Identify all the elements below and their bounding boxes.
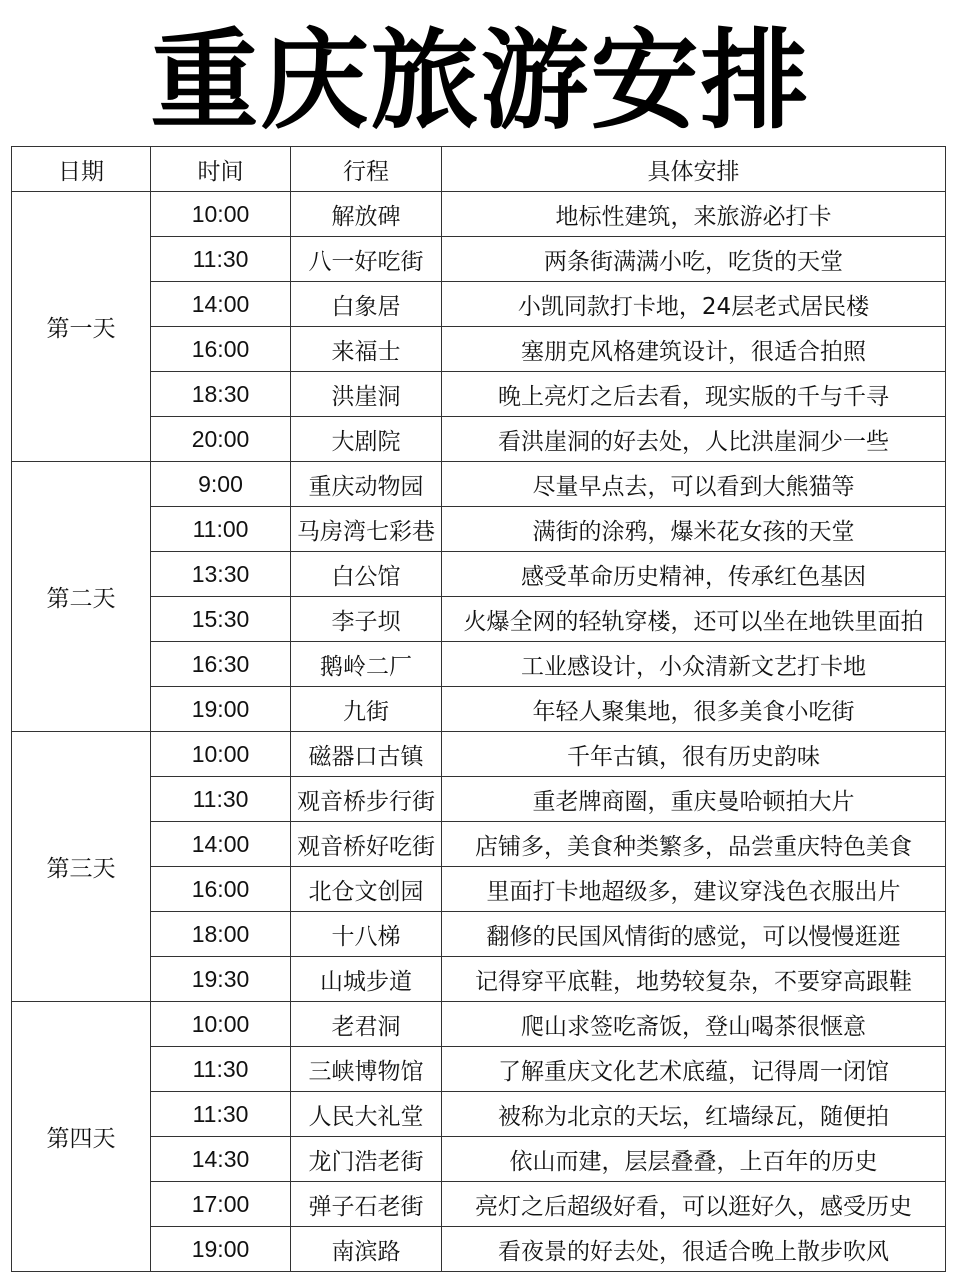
place-cell: 北仓文创园 [291,867,442,912]
detail-cell: 年轻人聚集地，很多美食小吃街 [442,687,946,732]
table-row [12,327,946,372]
day-label: 第一天 [12,192,151,462]
table-row [12,822,946,867]
detail-cell: 千年古镇，很有历史韵味 [442,732,946,777]
time-cell: 11:30 [151,1047,291,1092]
header-place: 行程 [291,147,442,192]
detail-cell: 看夜景的好去处，很适合晚上散步吹风 [442,1227,946,1272]
time-cell: 20:00 [151,417,291,462]
place-cell: 鹅岭二厂 [291,642,442,687]
place-cell: 来福士 [291,327,442,372]
time-cell: 14:00 [151,282,291,327]
time-cell: 10:00 [151,192,291,237]
place-cell: 解放碑 [291,192,442,237]
time-cell: 19:30 [151,957,291,1002]
time-cell: 15:30 [151,597,291,642]
place-cell: 弹子石老街 [291,1182,442,1227]
detail-cell: 看洪崖洞的好去处，人比洪崖洞少一些 [442,417,946,462]
detail-cell: 地标性建筑，来旅游必打卡 [442,192,946,237]
detail-cell: 记得穿平底鞋，地势较复杂，不要穿高跟鞋 [442,957,946,1002]
place-cell: 观音桥步行街 [291,777,442,822]
detail-cell: 亮灯之后超级好看，可以逛好久，感受历史 [442,1182,946,1227]
table-row [12,732,946,777]
table-row [12,1182,946,1227]
table-row [12,867,946,912]
time-cell: 11:30 [151,237,291,282]
time-cell: 19:00 [151,1227,291,1272]
time-cell: 16:00 [151,867,291,912]
time-cell: 11:30 [151,1092,291,1137]
place-cell: 人民大礼堂 [291,1092,442,1137]
detail-cell: 被称为北京的天坛，红墙绿瓦，随便拍 [442,1092,946,1137]
page-title: 重庆旅游安排 [150,19,811,144]
detail-cell: 店铺多，美食种类繁多，品尝重庆特色美食 [442,822,946,867]
place-cell: 观音桥好吃街 [291,822,442,867]
table-row [12,912,946,957]
time-cell: 14:00 [151,822,291,867]
table-row [12,417,946,462]
day-label: 第三天 [12,732,151,1002]
table-row [12,1002,946,1047]
time-cell: 10:00 [151,1002,291,1047]
table-row [12,1047,946,1092]
table-row [12,1137,946,1182]
time-cell: 18:00 [151,912,291,957]
place-cell: 八一好吃街 [291,237,442,282]
header-detail: 具体安排 [442,147,946,192]
detail-cell: 翻修的民国风情街的感觉，可以慢慢逛逛 [442,912,946,957]
table-row [12,687,946,732]
table-row [12,237,946,282]
place-cell: 李子坝 [291,597,442,642]
place-cell: 白公馆 [291,552,442,597]
table-row [12,552,946,597]
place-cell: 白象居 [291,282,442,327]
detail-cell: 晚上亮灯之后去看，现实版的千与千寻 [442,372,946,417]
place-cell: 龙门浩老街 [291,1137,442,1182]
detail-cell: 两条街满满小吃，吃货的天堂 [442,237,946,282]
detail-cell: 感受革命历史精神，传承红色基因 [442,552,946,597]
detail-cell: 里面打卡地超级多，建议穿浅色衣服出片 [442,867,946,912]
detail-cell: 塞朋克风格建筑设计，很适合拍照 [442,327,946,372]
itinerary-table [11,146,946,1272]
day-label: 第二天 [12,462,151,732]
place-cell: 山城步道 [291,957,442,1002]
table-row [12,642,946,687]
detail-cell: 依山而建，层层叠叠，上百年的历史 [442,1137,946,1182]
table-row [12,282,946,327]
time-cell: 9:00 [151,462,291,507]
table-row [12,507,946,552]
detail-cell: 工业感设计，小众清新文艺打卡地 [442,642,946,687]
time-cell: 10:00 [151,732,291,777]
place-cell: 洪崖洞 [291,372,442,417]
time-cell: 18:30 [151,372,291,417]
table-row [12,597,946,642]
table-row [12,1227,946,1272]
detail-cell: 尽量早点去，可以看到大熊猫等 [442,462,946,507]
place-cell: 老君洞 [291,1002,442,1047]
time-cell: 16:00 [151,327,291,372]
table-row [12,372,946,417]
table-row [12,462,946,507]
header-row [12,147,946,192]
header-day: 日期 [12,147,151,192]
detail-cell: 爬山求签吃斋饭，登山喝茶很惬意 [442,1002,946,1047]
detail-cell: 重老牌商圈，重庆曼哈顿拍大片 [442,777,946,822]
time-cell: 16:30 [151,642,291,687]
itinerary-body [12,192,946,1272]
detail-cell: 小凯同款打卡地，24层老式居民楼 [442,282,946,327]
place-cell: 三峡博物馆 [291,1047,442,1092]
time-cell: 13:30 [151,552,291,597]
place-cell: 重庆动物园 [291,462,442,507]
table-row [12,777,946,822]
place-cell: 十八梯 [291,912,442,957]
time-cell: 14:30 [151,1137,291,1182]
table-row [12,1092,946,1137]
detail-cell: 满街的涂鸦，爆米花女孩的天堂 [442,507,946,552]
place-cell: 大剧院 [291,417,442,462]
header-time: 时间 [151,147,291,192]
time-cell: 19:00 [151,687,291,732]
place-cell: 九街 [291,687,442,732]
place-cell: 磁器口古镇 [291,732,442,777]
time-cell: 17:00 [151,1182,291,1227]
time-cell: 11:30 [151,777,291,822]
time-cell: 11:00 [151,507,291,552]
detail-cell: 了解重庆文化艺术底蕴，记得周一闭馆 [442,1047,946,1092]
table-row [12,192,946,237]
place-cell: 马房湾七彩巷 [291,507,442,552]
detail-cell: 火爆全网的轻轨穿楼，还可以坐在地铁里面拍 [442,597,946,642]
table-row [12,957,946,1002]
place-cell: 南滨路 [291,1227,442,1272]
day-label: 第四天 [12,1002,151,1272]
